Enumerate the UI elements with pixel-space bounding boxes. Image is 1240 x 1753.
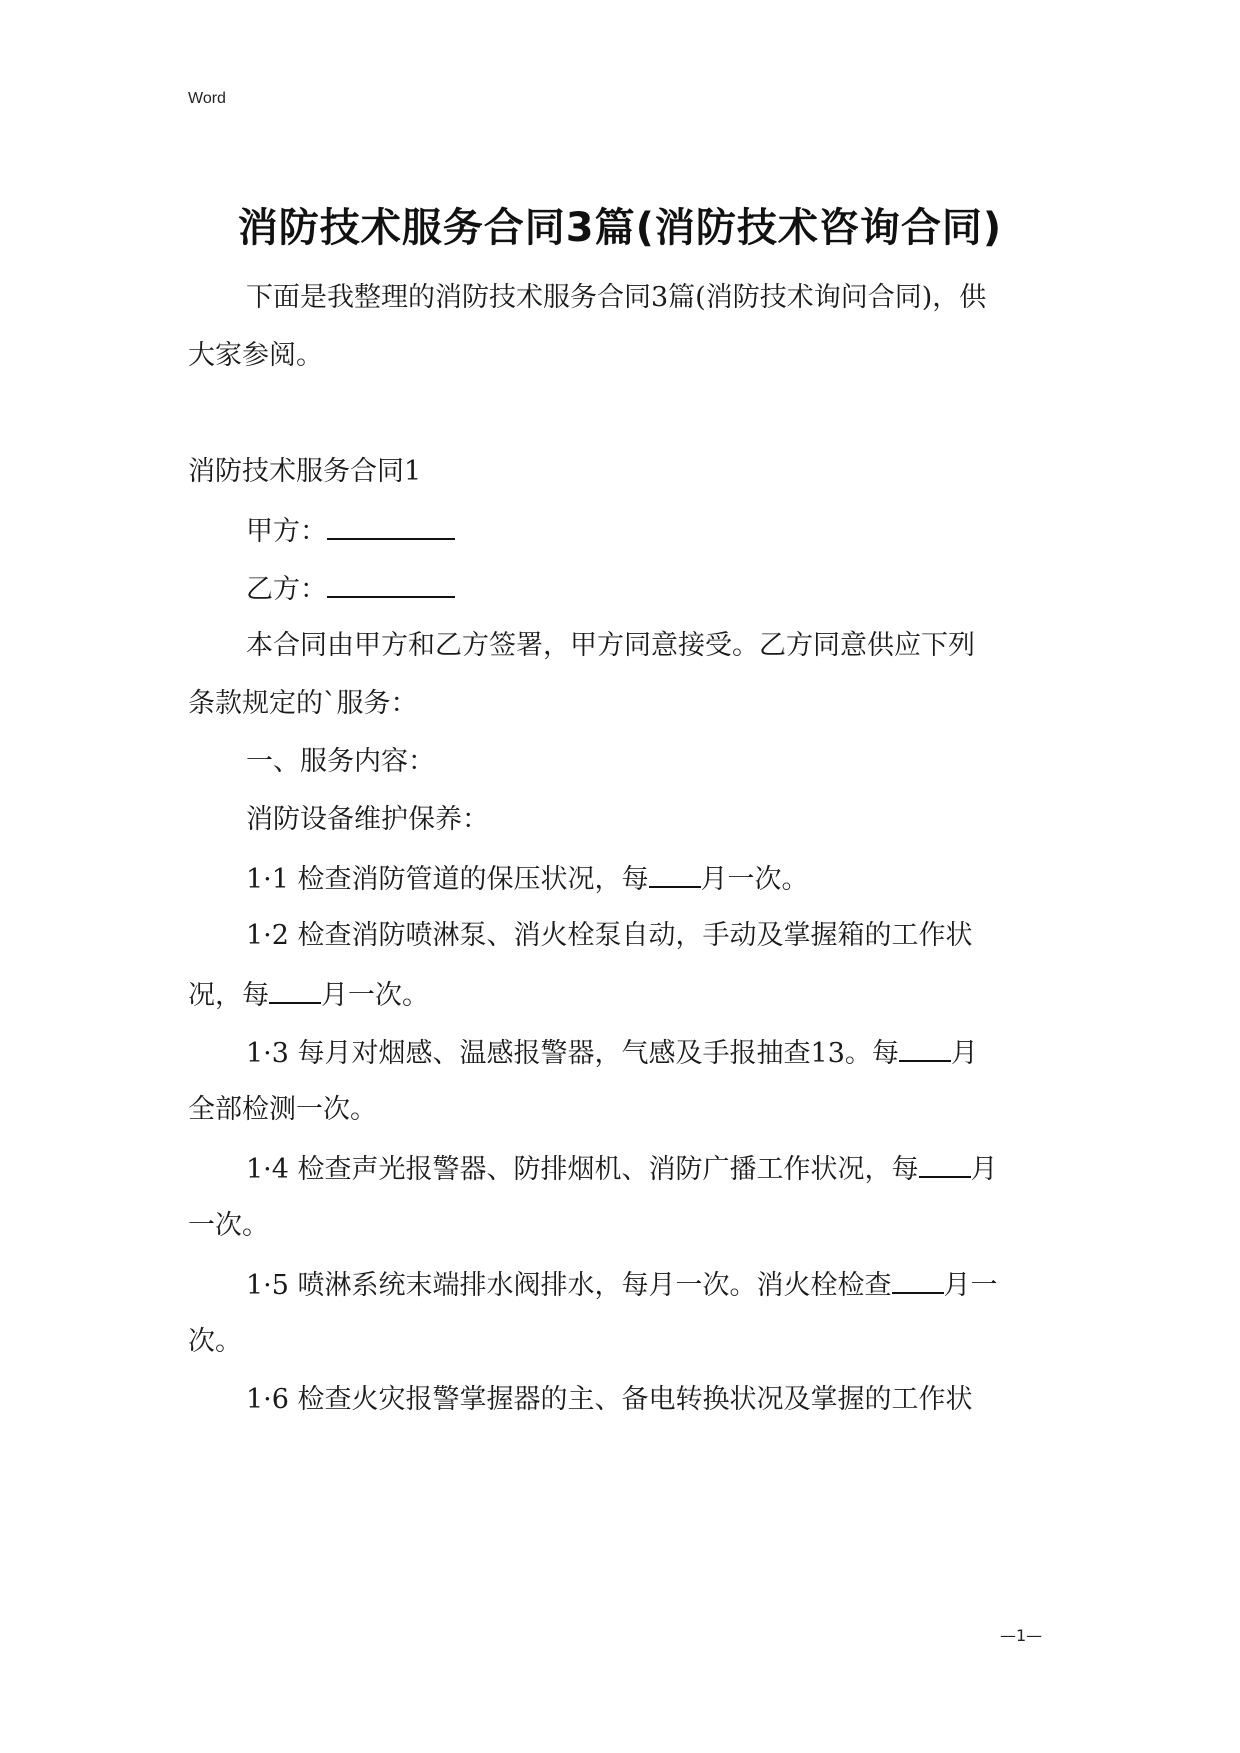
item-5-blank (892, 1266, 944, 1294)
item-2-text: 况，每 (188, 980, 269, 1011)
item-1-text: 1·1 检查消防管道的保压状况，每 (246, 864, 649, 895)
party-a-line (246, 512, 455, 550)
party-a-blank (327, 512, 455, 540)
party-a-label: 甲方： (246, 516, 327, 547)
agreement-line-1: 本合同由甲方和乙方签署，甲方同意接受。乙方同意供应下列 (246, 630, 975, 661)
item-2-blank (269, 976, 321, 1004)
maintenance-heading: 消防设备维护保养： (246, 804, 489, 835)
item-1-suffix: 月一次。 (700, 864, 809, 895)
party-b-label: 乙方： (246, 574, 327, 605)
page-number: —1— (1000, 1626, 1043, 1645)
item-4-text: 1·4 检查声光报警器、防排烟机、消防广播工作状况，每 (246, 1154, 919, 1185)
service-heading: 一、服务内容： (246, 746, 435, 777)
item-3-suffix: 月 (950, 1038, 978, 1069)
item-4-line-2: 一次。 (188, 1210, 269, 1241)
item-6-line-1: 1·6 检查火灾报警掌握器的主、备电转换状况及掌握的工作状 (246, 1384, 973, 1415)
item-2-suffix: 月一次。 (321, 980, 429, 1011)
item-1-line (246, 860, 809, 898)
item-4-suffix: 月 (970, 1154, 998, 1185)
item-3-line-1 (246, 1034, 978, 1072)
party-b-line (246, 570, 455, 608)
item-5-text: 1·5 喷淋系统末端排水阀排水，每月一次。消火栓检查 (246, 1270, 892, 1301)
intro-line-1: 下面是我整理的消防技术服务合同3篇(消防技术询问合同)，供 (246, 282, 987, 313)
item-4-line-1 (246, 1150, 998, 1188)
item-4-blank (919, 1150, 971, 1178)
document-title: 消防技术服务合同3篇(消防技术咨询合同) (237, 205, 1003, 251)
item-5-line-1 (246, 1266, 998, 1304)
agreement-line-2: 条款规定的`服务： (188, 688, 418, 719)
header-label: Word (188, 90, 226, 107)
item-2-line-1: 1·2 检查消防喷淋泵、消火栓泵自动，手动及掌握箱的工作状 (246, 920, 973, 951)
section-title: 消防技术服务合同1 (188, 456, 422, 487)
item-2-line-2 (188, 976, 429, 1014)
item-5-line-2: 次。 (188, 1326, 242, 1357)
item-3-blank (899, 1034, 951, 1062)
item-3-text: 1·3 每月对烟感、温感报警器，气感及手报抽查13。每 (246, 1038, 899, 1069)
item-1-blank (649, 860, 701, 888)
item-5-suffix: 月一 (943, 1270, 998, 1301)
item-3-line-2: 全部检测一次。 (188, 1094, 377, 1125)
party-b-blank (327, 570, 455, 598)
intro-line-2: 大家参阅。 (188, 340, 323, 371)
